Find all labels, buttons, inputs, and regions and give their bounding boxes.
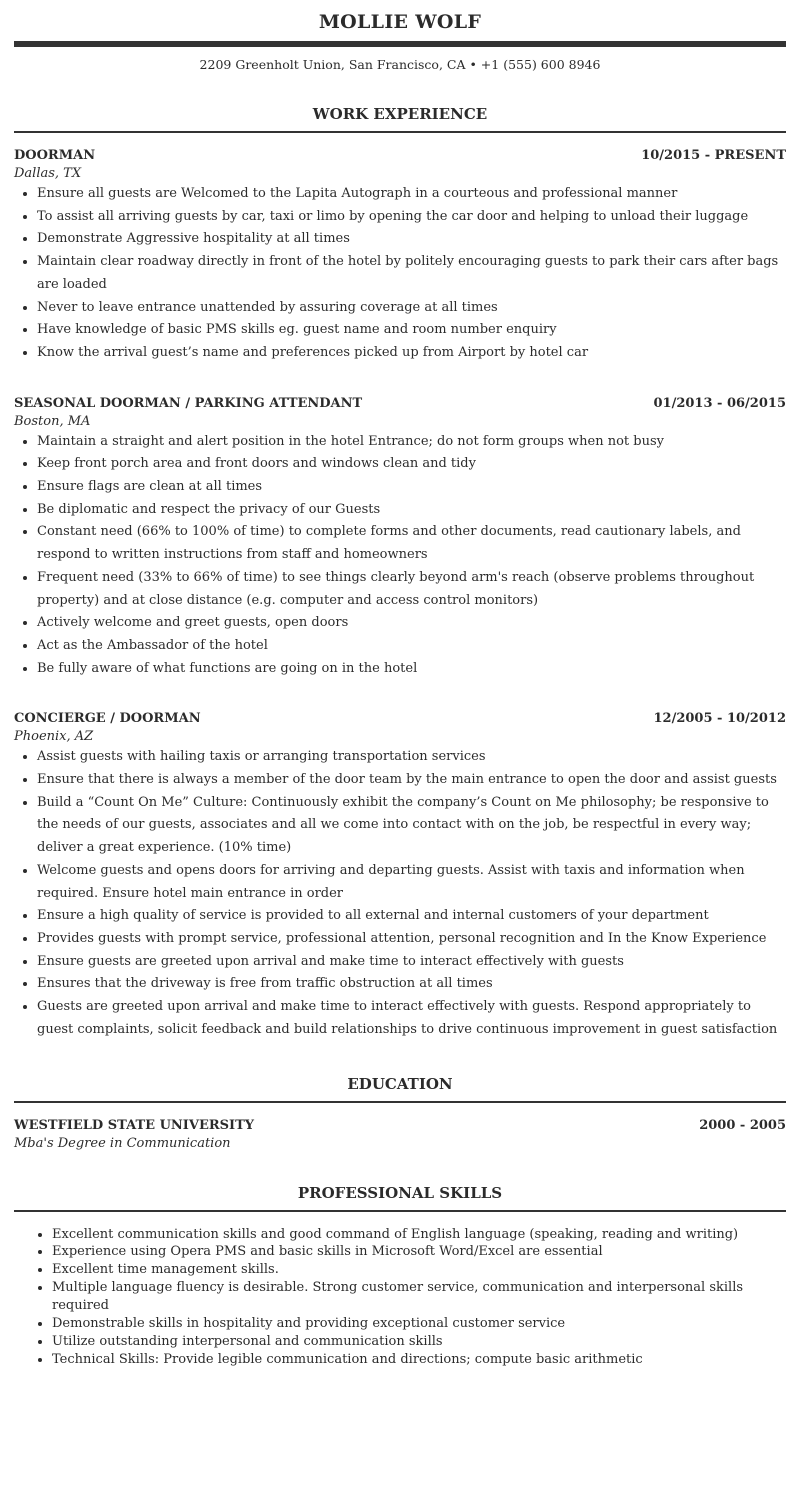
bullet-item: • Be fully aware of what functions are going on in the hotel xyxy=(37,658,786,681)
bullet-item: • Guests are greeted upon arrival and make time to interact effectively with guests. Respond appropriately to guest complaints, solicit feedback and build relationships to drive continuous improvement in guest satisfaction xyxy=(37,996,786,1041)
job-entry xyxy=(14,395,786,681)
job-location: Phoenix, AZ xyxy=(14,729,94,745)
skill-item: • Technical Skills: Provide legible communication and directions; compute basic arithmetic xyxy=(52,1351,786,1369)
section-divider xyxy=(14,1101,786,1103)
bullet-item: • Ensure flags are clean at all times xyxy=(37,476,786,499)
contact-info: 2209 Greenholt Union, San Francisco, CA • +1 (555) 600 8946 xyxy=(199,57,601,72)
job-bullets xyxy=(14,183,786,365)
degree: Mba's Degree in Communication xyxy=(14,1135,231,1151)
bullet-item: • Assist guests with hailing taxis or arranging transportation services xyxy=(37,746,786,769)
bullet-item: • Be diplomatic and respect the privacy of our Guests xyxy=(37,499,786,522)
bullet-item: • Maintain a straight and alert position in the hotel Entrance; do not form groups when not busy xyxy=(37,431,786,454)
resume xyxy=(14,0,786,1369)
job-entry xyxy=(14,710,786,1041)
job-dates: 01/2013 - 06/2015 xyxy=(653,395,786,411)
bullet-item: • Build a “Count On Me” Culture: Continuously exhibit the company’s Count on Me philosophy; be responsive to the needs of our guests, associates and all we come into contact with on the job, be respectful in every way; deliver a great experience. (10% time) xyxy=(37,792,786,860)
bullet-item: • Ensure that there is always a member of the door team by the main entrance to open the door and assist guests xyxy=(37,769,786,792)
section-heading: PROFESSIONAL SKILLS xyxy=(297,1183,503,1202)
job-bullets xyxy=(14,431,786,681)
bullet-item: • Actively welcome and greet guests, open doors xyxy=(37,612,786,635)
job-title: DOORMAN xyxy=(14,148,96,163)
job-bullets xyxy=(14,746,786,1041)
bullet-item: • To assist all arriving guests by car, taxi or limo by opening the car door and helping to unload their luggage xyxy=(37,206,786,229)
section-heading: WORK EXPERIENCE xyxy=(312,105,488,123)
skill-item: • Demonstrable skills in hospitality and providing exceptional customer service xyxy=(52,1315,786,1333)
bullet-item: • Maintain clear roadway directly in front of the hotel by politely encouraging guests to park their cars after bags are loaded xyxy=(37,251,786,296)
bullet-item: • Ensure guests are greeted upon arrival and make time to interact effectively with guests xyxy=(37,951,786,974)
bullet-item: • Have knowledge of basic PMS skills eg. guest name and room number enquiry xyxy=(37,319,786,342)
skill-item: • Excellent time management skills. xyxy=(52,1261,786,1279)
bullet-item: • Constant need (66% to 100% of time) to complete forms and other documents, read cautionary labels, and respond to written instructions from staff and homeowners xyxy=(37,521,786,566)
bullet-item: • Know the arrival guest’s name and preferences picked up from Airport by hotel car xyxy=(37,342,786,365)
job-location: Boston, MA xyxy=(14,413,91,429)
skill-item: • Multiple language fluency is desirable. Strong customer service, communication and interpersonal skills required xyxy=(52,1279,786,1315)
skill-item: • Utilize outstanding interpersonal and communication skills xyxy=(52,1333,786,1351)
job-dates: 10/2015 - PRESENT xyxy=(641,148,786,163)
bullet-item: • Ensure all guests are Welcomed to the Lapita Autograph in a courteous and professional manner xyxy=(37,183,786,206)
header-divider xyxy=(14,41,786,45)
skills-section xyxy=(14,1183,786,1369)
job-location: Dallas, TX xyxy=(14,166,82,181)
bullet-item: • Never to leave entrance unattended by assuring coverage at all times xyxy=(37,297,786,320)
work-experience-section xyxy=(14,104,786,1042)
skill-item: • Excellent communication skills and good command of English language (speaking, reading and writing) xyxy=(52,1226,786,1244)
skills-list xyxy=(14,1226,786,1369)
education-section xyxy=(14,1074,786,1153)
job-entry xyxy=(14,147,786,365)
job-dates: 12/2005 - 10/2012 xyxy=(653,711,786,727)
job-title: CONCIERGE / DOORMAN xyxy=(14,711,201,727)
bullet-item: • Ensures that the driveway is free from traffic obstruction at all times xyxy=(37,973,786,996)
section-divider xyxy=(14,131,786,133)
education-dates: 2000 - 2005 xyxy=(699,1117,786,1133)
bullet-item: • Ensure a high quality of service is provided to all external and internal customers of your department xyxy=(37,905,786,928)
skill-item: • Experience using Opera PMS and basic skills in Microsoft Word/Excel are essential xyxy=(52,1243,786,1261)
bullet-item: • Act as the Ambassador of the hotel xyxy=(37,635,786,658)
section-heading: EDUCATION xyxy=(347,1074,453,1093)
bullet-item: • Demonstrate Aggressive hospitality at all times xyxy=(37,228,786,251)
bullet-item: • Welcome guests and opens doors for arriving and departing guests. Assist with taxis and information when required. Ensure hotel main entrance in order xyxy=(37,860,786,905)
job-list xyxy=(14,147,786,1042)
bullet-item: • Frequent need (33% to 66% of time) to see things clearly beyond arm's reach (observe problems throughout property) and at close distance (e.g. computer and access control monitors) xyxy=(37,567,786,612)
bullet-item: • Provides guests with prompt service, professional attention, personal recognition and In the Know Experience xyxy=(37,928,786,951)
school-name: WESTFIELD STATE UNIVERSITY xyxy=(14,1117,255,1133)
job-title: SEASONAL DOORMAN / PARKING ATTENDANT xyxy=(14,395,363,411)
candidate-name: MOLLIE WOLF xyxy=(318,11,482,33)
bullet-item: • Keep front porch area and front doors and windows clean and tidy xyxy=(37,453,786,476)
education-entry xyxy=(14,1117,786,1153)
section-divider xyxy=(14,1210,786,1212)
